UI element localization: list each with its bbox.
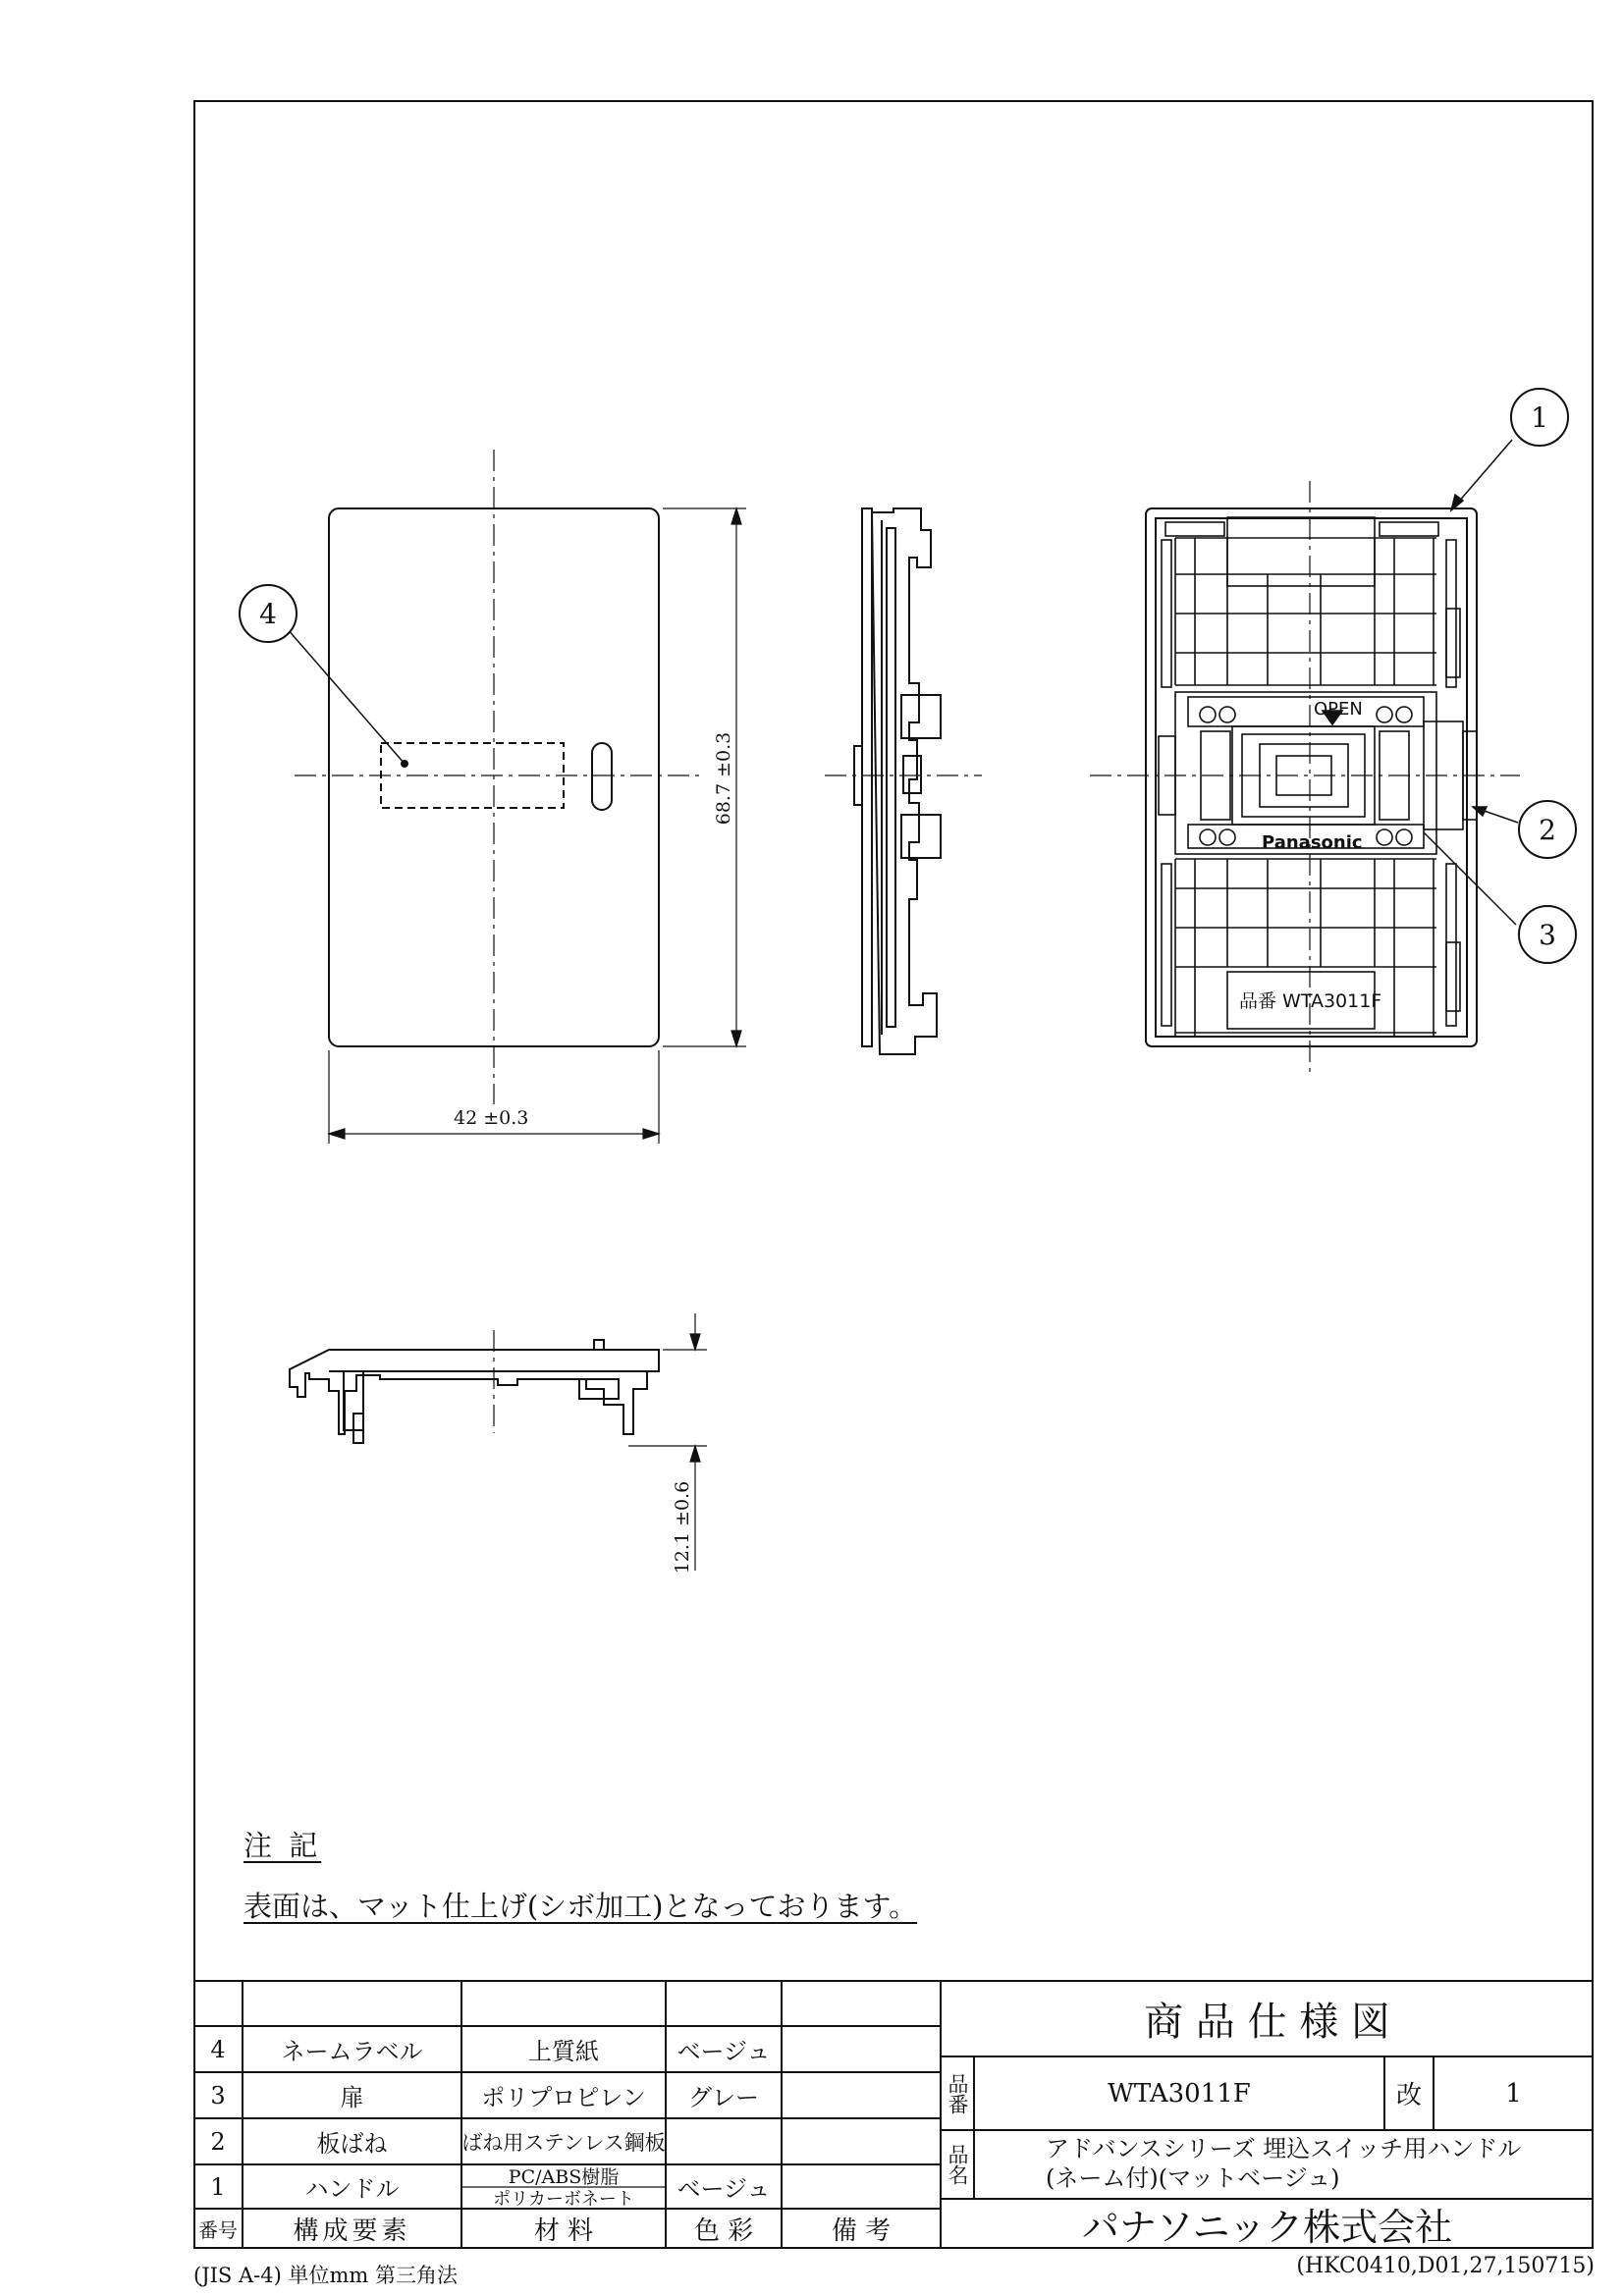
callout-1: 1 <box>1510 388 1569 447</box>
footer-code: (HKC0410,D01,27,150715) <box>1296 2254 1595 2278</box>
rear-view <box>1090 440 1520 1075</box>
open-marking: OPEN <box>1314 699 1363 720</box>
rev-value: 1 <box>1505 2078 1522 2109</box>
bottom-view <box>290 1313 707 1571</box>
row-color: ベージュ <box>677 2175 771 2203</box>
rev-label: 改 <box>1395 2081 1422 2110</box>
front-view <box>287 450 746 1144</box>
dim-height: 68.7 ±0.3 <box>713 731 735 826</box>
header-material: 材 料 <box>533 2216 594 2246</box>
row-no: 1 <box>210 2172 226 2201</box>
row-component: ネームラベル <box>281 2038 423 2065</box>
notes-heading: 注 記 <box>244 1829 322 1862</box>
dim-depth: 12.1 ±0.6 <box>672 1480 694 1575</box>
callout-4: 4 <box>239 584 298 643</box>
notes-body: 表面は、マット仕上げ(シボ加工)となっております。 <box>244 1890 918 1923</box>
product-name <box>1046 2134 1521 2193</box>
row-no: 3 <box>210 2081 226 2109</box>
row-material: 上質紙 <box>528 2038 599 2065</box>
brand-marking: Panasonic <box>1262 832 1363 853</box>
model-marking: 品番 WTA3011F <box>1239 990 1382 1012</box>
part-no: WTA3011F <box>1108 2078 1251 2109</box>
product-name-line-1: アドバンスシリーズ 埋込スイッチ用ハンドル <box>1046 2135 1522 2163</box>
header-no: 番号 <box>198 2218 238 2242</box>
company-name: パナソニック株式会社 <box>1081 2206 1453 2249</box>
header-component: 構成要素 <box>293 2216 411 2246</box>
name-label: 品名 <box>946 2144 970 2185</box>
callout-2: 2 <box>1518 800 1577 859</box>
product-name-line-2: (ネーム付)(マットベージュ) <box>1046 2164 1340 2192</box>
header-color: 色 彩 <box>693 2216 754 2246</box>
row-component: ハンドル <box>304 2175 400 2203</box>
callout-3: 3 <box>1518 905 1577 964</box>
row-no: 2 <box>210 2127 226 2156</box>
row-component: 扉 <box>340 2084 364 2111</box>
row-material: PC/ABS樹脂 <box>508 2166 620 2188</box>
title-block-title: 商 品 仕 様 図 <box>1144 2000 1390 2045</box>
row-material-2: ポリカーボネート <box>493 2189 634 2210</box>
part-no-label: 品番 <box>946 2072 970 2114</box>
dim-width: 42 ±0.3 <box>454 1107 529 1129</box>
row-material: ばね用ステンレス鋼板 <box>461 2130 666 2155</box>
row-color: グレー <box>688 2084 759 2111</box>
header-remarks: 備 考 <box>831 2216 892 2246</box>
row-material: ポリプロピレン <box>481 2084 646 2111</box>
side-view <box>825 508 982 1054</box>
row-no: 4 <box>210 2035 226 2063</box>
row-component: 板ばね <box>316 2130 388 2158</box>
footer-standard: (JIS A-4) 単位mm 第三角法 <box>193 2264 458 2287</box>
row-color: ベージュ <box>677 2038 771 2065</box>
